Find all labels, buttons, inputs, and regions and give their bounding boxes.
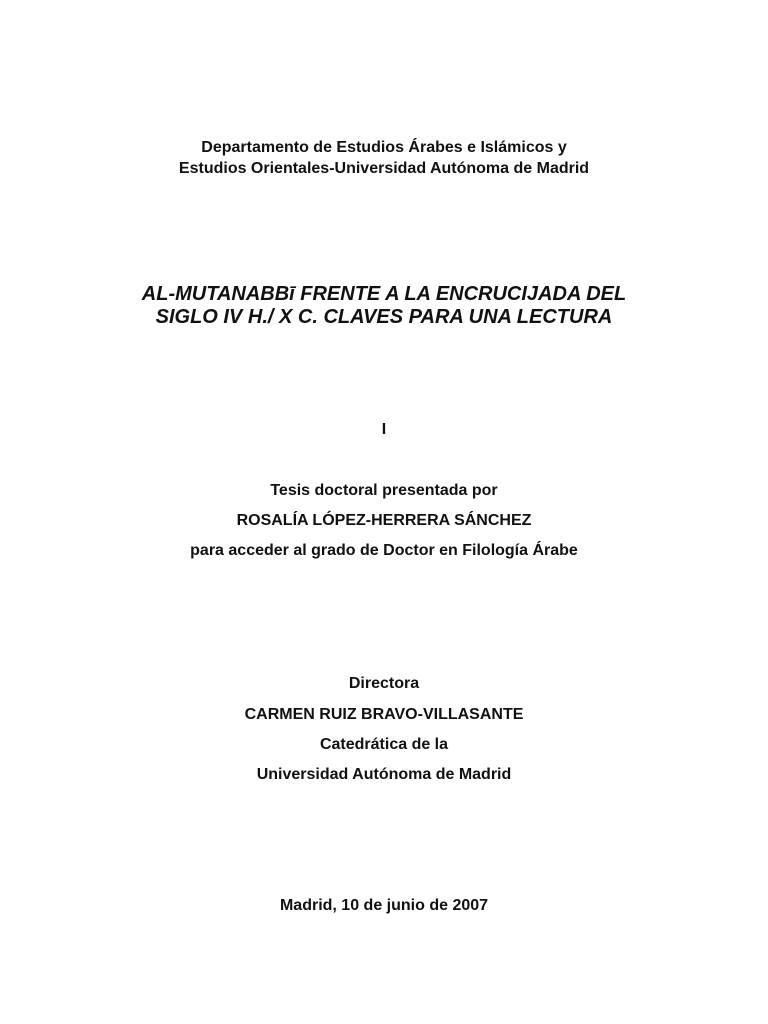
place-and-date: Madrid, 10 de junio de 2007 — [279, 897, 489, 914]
department-line-2: Estudios Orientales-Universidad Autónoma de Madrid — [178, 160, 590, 177]
degree-text: para acceder al grado de Doctor en Filología Árabe — [190, 542, 578, 559]
director-institution: Universidad Autónoma de Madrid — [256, 766, 512, 783]
director-name: CARMEN RUIZ BRAVO-VILLASANTE — [244, 706, 524, 723]
thesis-title-line-2: SIGLO IV H./ X C. CLAVES PARA UNA LECTURA — [155, 306, 613, 328]
department-line-1: Departamento de Estudios Árabes e Islámicos y — [201, 139, 567, 156]
thesis-title-line-1: AL-MUTANABBī FRENTE A LA ENCRUCIJADA DEL — [141, 283, 627, 305]
volume-number: I — [381, 421, 387, 438]
presented-by-text: Tesis doctoral presentada por — [270, 482, 498, 499]
author-name: ROSALÍA LÓPEZ-HERRERA SÁNCHEZ — [236, 512, 532, 529]
director-position: Catedrática de la — [319, 736, 449, 753]
director-heading: Directora — [348, 675, 420, 692]
